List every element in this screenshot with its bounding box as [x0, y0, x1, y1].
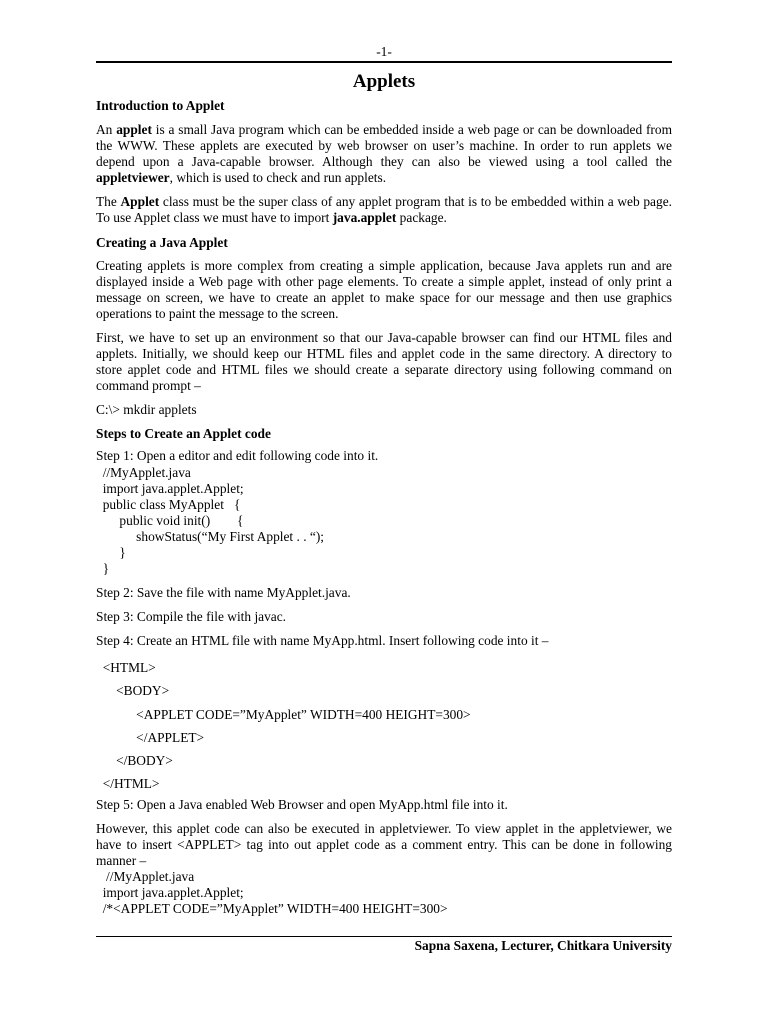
paragraph-intro-2: The Applet class must be the super class of any applet program that is to be embedded within a web page. To use Applet class we must have to import java.applet package. — [96, 194, 672, 225]
code-line: public class MyApplet { — [96, 497, 241, 512]
code-line: </APPLET> — [96, 729, 205, 745]
term-java-applet-package: java.applet — [332, 210, 397, 225]
code-line: } — [96, 545, 126, 560]
code-line: import java.applet.Applet; — [96, 885, 244, 900]
section-heading-steps: Steps to Create an Applet code — [96, 426, 271, 441]
paragraph-however: However, this applet code can also be executed in appletviewer. To view applet in the appletviewer, we have to insert <APPLET> tag into out applet code as a comment entry. This can be done in following manner – — [96, 821, 672, 868]
code-line: </BODY> — [96, 753, 173, 769]
code-line: <APPLET CODE=”MyApplet” WIDTH=400 HEIGHT=300> — [96, 706, 471, 722]
step-4: Step 4: Create an HTML file with name MyApp.html. Insert following code into it – — [96, 633, 549, 648]
code-line: //MyApplet.java — [96, 869, 195, 884]
header-rule — [96, 61, 672, 63]
code-block-html — [96, 656, 672, 796]
footer-rule — [96, 936, 672, 937]
section-heading-create: Creating a Java Applet — [96, 235, 228, 250]
code-line: //MyApplet.java — [96, 465, 191, 480]
paragraph-intro-1: An applet is a small Java program which can be embedded inside a web page or can be downloaded from the WWW. These applets are executed by web browser on user’s machine. In order to run applets we depend upon a Java-capable browser. Although they can also be viewed using a tool called the appletviewer, which is used to check and run applets. — [96, 122, 672, 185]
page-title: Applets — [352, 71, 416, 92]
code-line: </HTML> — [96, 776, 160, 792]
term-applet: applet — [116, 122, 152, 137]
mkdir-command: C:\> mkdir applets — [96, 402, 197, 417]
term-appletviewer: appletviewer — [96, 170, 170, 185]
code-block-myapplet — [96, 465, 672, 577]
paragraph-create-1: Creating applets is more complex from creating a simple application, because Java applets run and are displayed inside a Web page with other page elements. To create a simple applet, instead of only print a message on screen, we have to create an applet to make space for our message and then use graphics operations to paint the message to the screen. — [96, 258, 672, 321]
code-line: /*<APPLET CODE=”MyApplet” WIDTH=400 HEIGHT=300> — [96, 901, 448, 916]
section-heading-intro: Introduction to Applet — [96, 98, 225, 113]
step-1: Step 1: Open a editor and edit following code into it. — [96, 448, 379, 463]
code-line: showStatus(“My First Applet . . “); — [96, 529, 325, 544]
code-line: <BODY> — [96, 683, 170, 699]
paragraph-create-2: First, we have to set up an environment so that our Java-capable browser can find our HTML files and applets. Initially, we should keep our HTML files and applet code in the same directory. A directory to store applet code and HTML files we should create a separate directory using following command on command prompt – — [96, 330, 672, 393]
code-line: } — [96, 561, 110, 576]
step-2: Step 2: Save the file with name MyApplet.java. — [96, 585, 351, 600]
code-block-appletviewer — [96, 869, 672, 917]
term-applet-class: Applet — [120, 194, 160, 209]
code-line: <HTML> — [96, 660, 156, 675]
step-3: Step 3: Compile the file with javac. — [96, 609, 287, 624]
code-line: public void init() { — [96, 513, 244, 528]
footer-author: Sapna Saxena, Lecturer, Chitkara University — [414, 938, 672, 953]
code-line: import java.applet.Applet; — [96, 481, 244, 496]
step-5: Step 5: Open a Java enabled Web Browser and open MyApp.html file into it. — [96, 797, 508, 812]
page-number: -1- — [376, 44, 392, 59]
